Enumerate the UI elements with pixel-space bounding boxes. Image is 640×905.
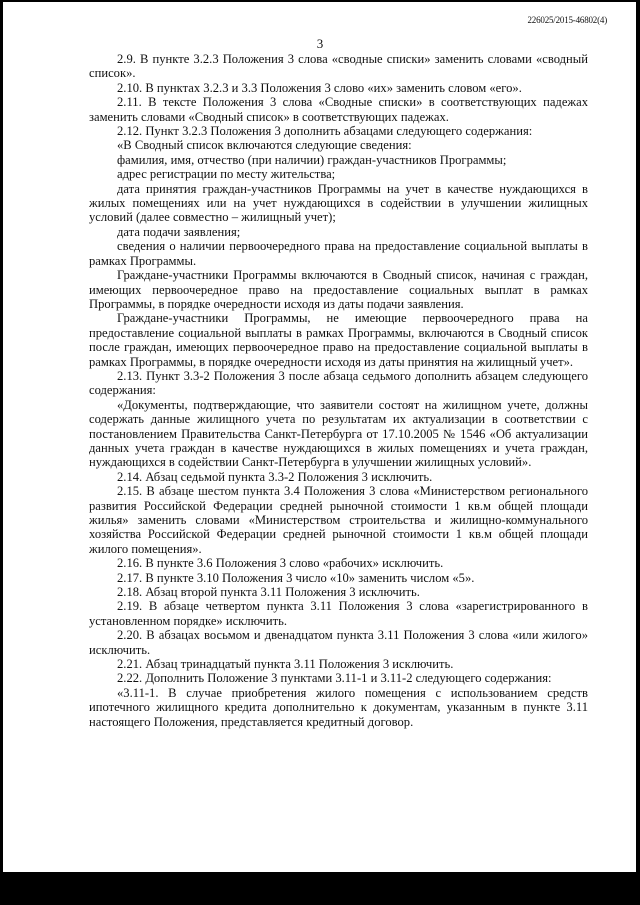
paragraph-list-name: фамилия, имя, отчество (при наличии) граждан-участников Программы; xyxy=(117,152,507,167)
paragraph-list-priority: сведения о наличии первоочередного права на предоставление социальной выплаты в рамках Программы. xyxy=(89,239,588,268)
paragraph-2-9: 2.9. В пункте 3.2.3 Положения 3 слова «сводные списки» заменить словами «сводный список». xyxy=(89,52,588,81)
paragraph-2-11: 2.11. В тексте Положения 3 слова «Сводные списки» в соответствующих падежах заменить словами «Сводный список» в соответствующих падежах. xyxy=(89,95,588,124)
document-number: 226025/2015-46802(4) xyxy=(527,15,607,25)
paragraph-non-priority-citizens: Граждане-участники Программы, не имеющие первоочередного права на предоставление социальной выплаты в рамках Программы, включаются в Сводный список после граждан, имеющих первоочередное право на предоставление социальной выплаты в рамках Программы, в порядке очередности исходя из даты принятия на жилищный учет». xyxy=(89,311,588,369)
paragraph-quote-start: «В Сводный список включаются следующие сведения: xyxy=(117,138,412,153)
paragraph-priority-citizens: Граждане-участники Программы включаются в Сводный список, начиная с граждан, имеющих первоочередное право на предоставление социальных выплат в рамках Программы, в порядке очередности исходя из даты подачи заявления. xyxy=(89,268,588,311)
paragraph-2-19: 2.19. В абзаце четвертом пункта 3.11 Положения 3 слова «зарегистрированного в установленном порядке» исключить. xyxy=(89,599,588,628)
paragraph-2-12: 2.12. Пункт 3.2.3 Положения 3 дополнить абзацами следующего содержания: xyxy=(117,124,533,139)
paragraph-list-date-accepted: дата принятия граждан-участников Программы на учет в качестве нуждающихся в жилых помещениях или на учет нуждающихся в содействии в улучшении жилищных условий (далее совместно – жилищный учет); xyxy=(89,181,588,225)
paragraph-2-13: 2.13. Пункт 3.3-2 Положения 3 после абзаца седьмого дополнить абзацем следующего содержания: xyxy=(89,368,588,398)
paragraph-2-20: 2.20. В абзацах восьмом и двенадцатом пункта 3.11 Положения 3 слова «или жилого» исключить. xyxy=(89,628,588,657)
paragraph-2-16: 2.16. В пункте 3.6 Положения 3 слово «рабочих» исключить. xyxy=(117,556,444,571)
paragraph-documents-quote: «Документы, подтверждающие, что заявители состоят на жилищном учете, должны содержать данные жилищного учета по результатам их актуализации в соответствии с постановлением Правительства Санкт-Петербурга от 17.10.2005 № 1546 «Об актуализации данных учета граждан в качестве нуждающихся в жилых помещениях и учета граждан, нуждающихся в содействии Санкт-Петербурга в улучшении жилищных условий». xyxy=(89,397,588,470)
paragraph-2-10: 2.10. В пунктах 3.2.3 и 3.3 Положения 3 слово «их» заменить словом «его». xyxy=(117,80,522,95)
paragraph-2-17: 2.17. В пункте 3.10 Положения 3 число «10» заменить числом «5». xyxy=(117,570,475,585)
scan-edge-left xyxy=(0,0,3,905)
paragraph-2-21: 2.21. Абзац тринадцатый пункта 3.11 Положения 3 исключить. xyxy=(117,657,454,672)
paragraph-2-14: 2.14. Абзац седьмой пункта 3.3-2 Положения 3 исключить. xyxy=(117,469,433,484)
paragraph-2-15: 2.15. В абзаце шестом пункта 3.4 Положения 3 слова «Министерством регионального развития Российской Федерации средней рыночной стоимости 1 кв.м общей площади жилья» заменить словами «Министерством строительства и жилищно-коммунального хозяйства Российской Федерации средней рыночной стоимости 1 кв.м общей площади жилого помещения». xyxy=(89,484,588,556)
document-body xyxy=(89,52,588,729)
paragraph-2-22: 2.22. Дополнить Положение 3 пунктами 3.11-1 и 3.11-2 следующего содержания: xyxy=(117,671,552,686)
scan-edge-right xyxy=(636,0,640,905)
paragraph-2-18: 2.18. Абзац второй пункта 3.11 Положения 3 исключить. xyxy=(117,585,420,600)
paragraph-3-11-1: «3.11-1. В случае приобретения жилого помещения с использованием средств ипотечного жилищного кредита дополнительно к документам, указанным в пункте 3.11 настоящего Положения, представляется кредитный договор. xyxy=(89,685,588,729)
page-number: 3 xyxy=(316,36,324,51)
paragraph-list-address: адрес регистрации по месту жительства; xyxy=(117,167,336,182)
paragraph-list-date-application: дата подачи заявления; xyxy=(117,224,241,239)
scan-bottom-border xyxy=(0,872,640,905)
scan-edge-top xyxy=(0,0,640,2)
